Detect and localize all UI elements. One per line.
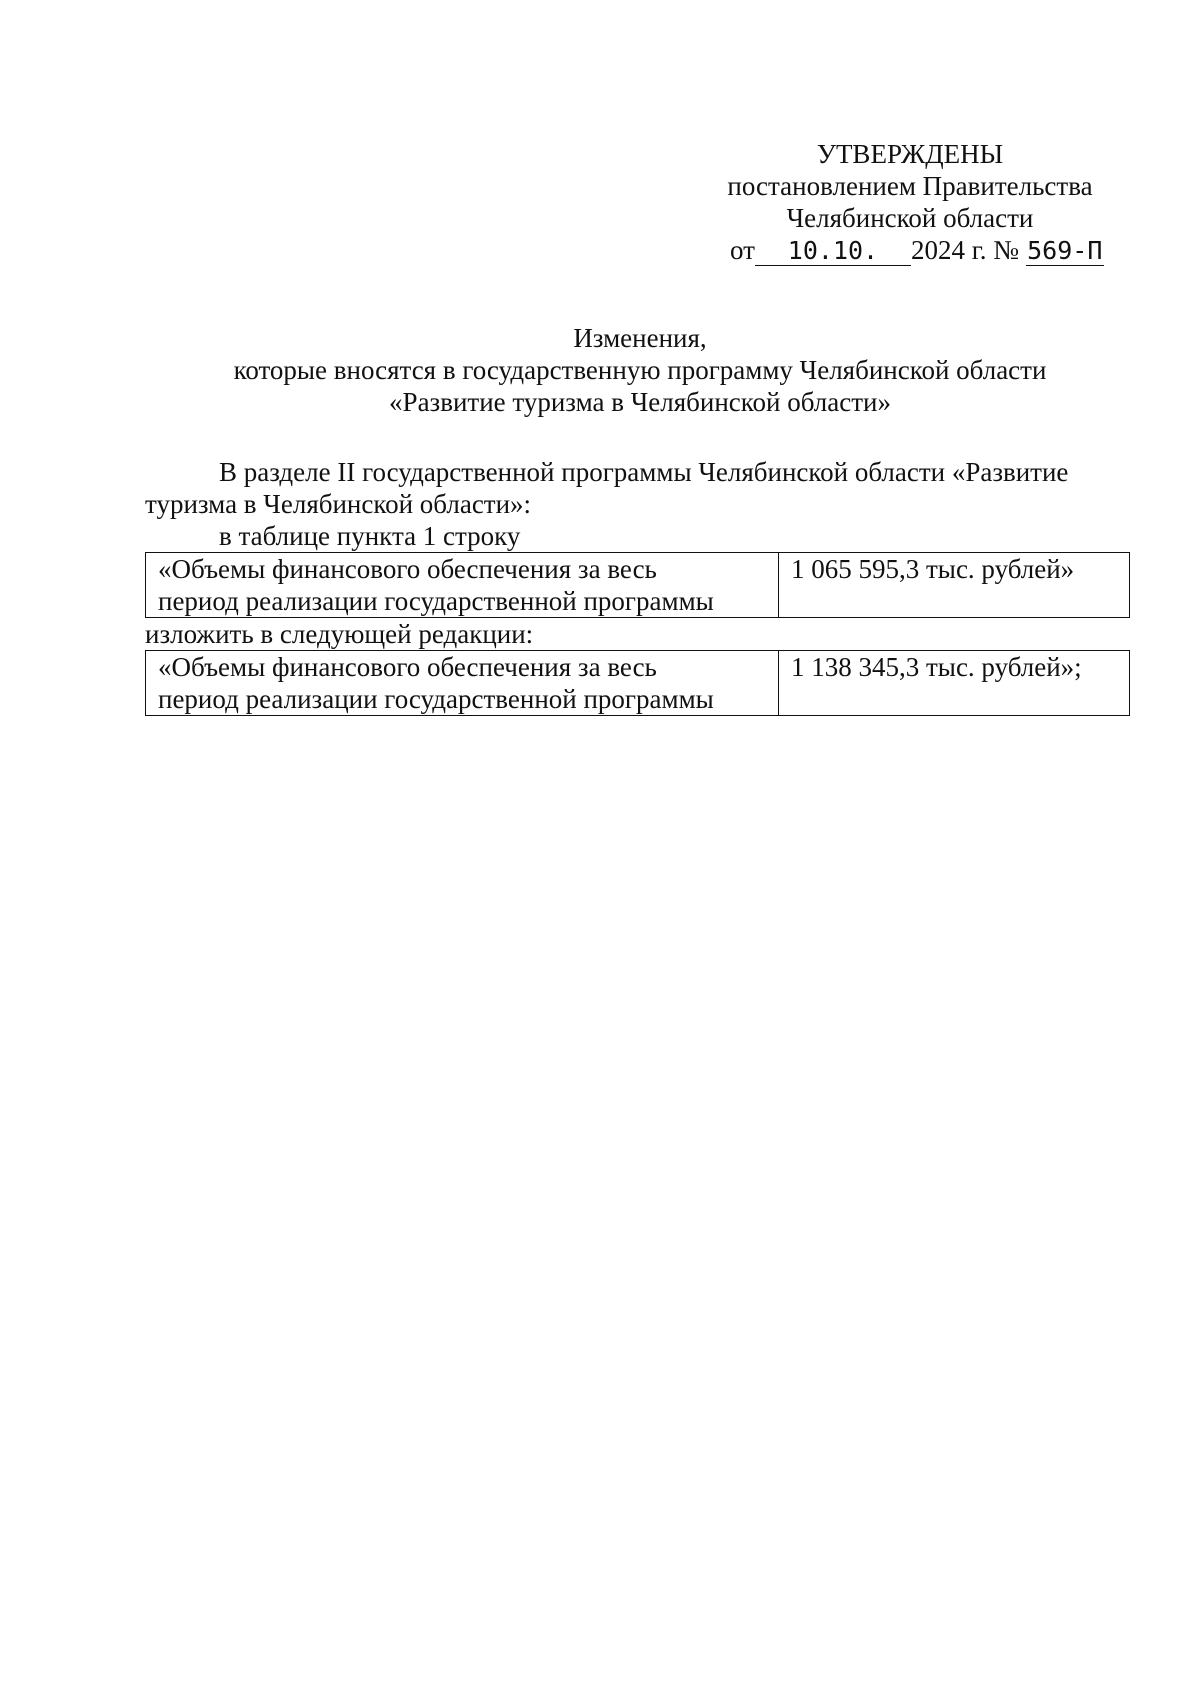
approval-authority: постановлением Правительства: [727, 171, 1093, 201]
intro-paragraph: [145, 456, 1130, 488]
old-row-label: [146, 553, 779, 618]
old-label-line-2: период реализации государственной программы: [158, 586, 714, 616]
old-row-value: 1 065 595,3 тыс. рублей»: [779, 553, 1130, 618]
old-label-line-1: «Объемы финансового обеспечения за весь: [158, 554, 657, 584]
approval-stamp: [700, 138, 1120, 266]
document-heading: [150, 322, 1130, 418]
instruction-line: в таблице пункта 1 строку: [219, 521, 521, 551]
table-row: [146, 553, 1130, 618]
heading-title: Изменения,: [573, 323, 707, 353]
heading-subtitle: которые вносятся в государственную программу Челябинской области: [233, 355, 1047, 385]
new-label-line-1: «Объемы финансового обеспечения за весь: [158, 652, 657, 682]
new-row-value: 1 138 345,3 тыс. рублей»;: [779, 651, 1130, 716]
decree-date-number: [730, 234, 1120, 266]
replacement-line: изложить в следующей редакции:: [145, 619, 534, 649]
document-body: [145, 456, 1130, 716]
approval-region: Челябинской области: [786, 203, 1034, 233]
new-row-label: [146, 651, 779, 716]
decree-prefix: от: [730, 235, 755, 265]
heading-program-name: «Развитие туризма в Челябинской области»: [389, 387, 891, 417]
decree-number: 569-П: [1027, 236, 1103, 265]
intro-line-1: В разделе II государственной программы Челябинской области «Развитие: [219, 457, 1069, 487]
old-row-table: [145, 552, 1130, 618]
decree-date: 10.10.: [755, 237, 911, 266]
approval-title: УТВЕРЖДЕНЫ: [816, 139, 1004, 169]
decree-year: 2024 г. №: [910, 235, 1019, 265]
table-row: [146, 651, 1130, 716]
intro-line-2: туризма в Челябинской области»:: [145, 489, 532, 519]
new-row-table: [145, 650, 1130, 716]
new-label-line-2: период реализации государственной программы: [158, 684, 714, 714]
